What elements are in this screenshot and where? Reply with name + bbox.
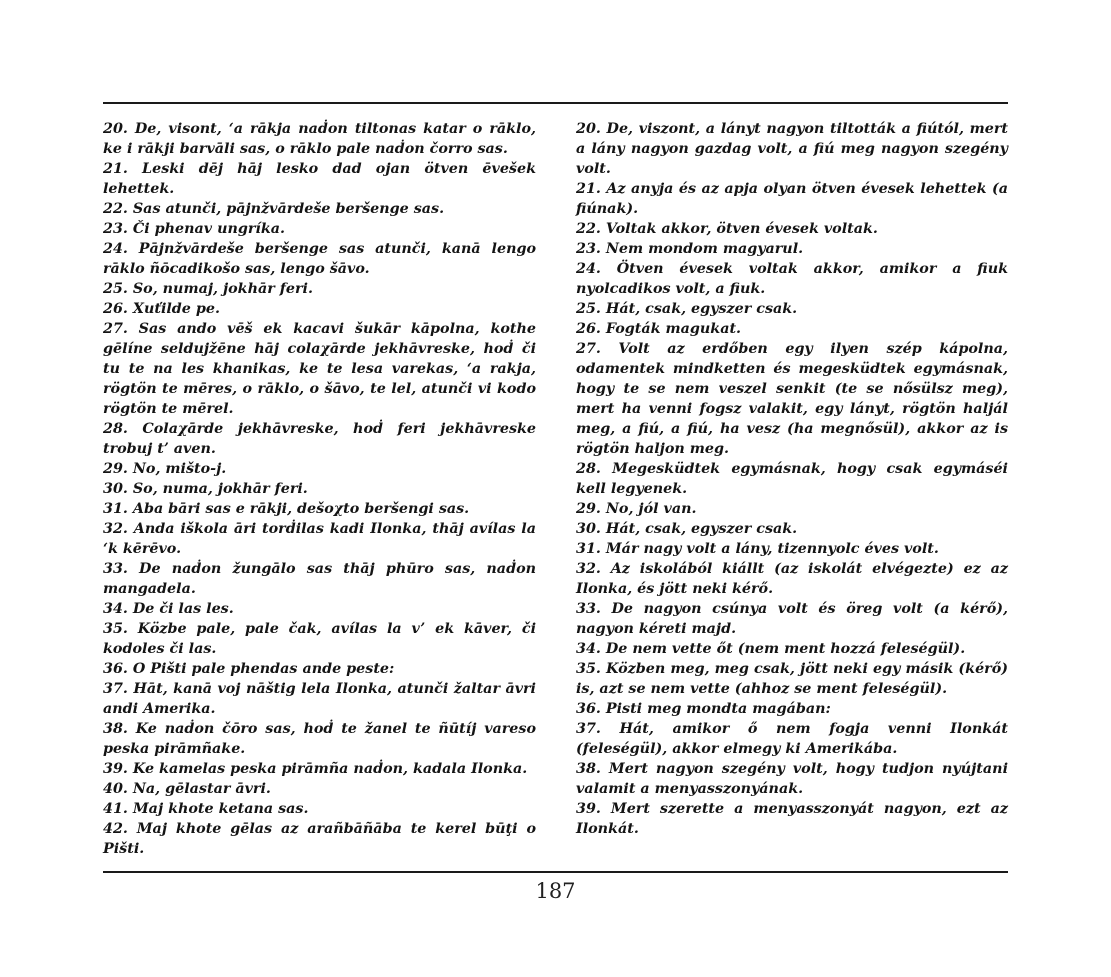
paragraph: 28. Colaχārde jekhāvreske, hoḋ feri jekhāvreske trobuj t’ aven. bbox=[103, 421, 536, 457]
page-number: 187 bbox=[535, 879, 576, 903]
paragraph: 26. Fogták magukat. bbox=[576, 321, 742, 337]
paragraph: 39. Mert szerette a menyasszonyát nagyon, ezt az Ilonkát. bbox=[576, 801, 1008, 837]
paragraph: 35. Közbe pale, pale čak, avílas la v’ ek kāver, či kodoles či las. bbox=[103, 621, 536, 657]
paragraph: 33. De naḋon žungālo sas thāj phūro sas, naḋon mangadela. bbox=[103, 561, 536, 597]
paragraph: 32. Az iskolából kiállt (az iskolát elvégezte) ez az Ilonka, és jött neki kérő. bbox=[576, 561, 1008, 597]
paragraph: 31. Már nagy volt a lány, tizennyolc éves volt. bbox=[576, 541, 939, 557]
paragraph: 26. Xuťilde pe. bbox=[103, 301, 220, 317]
paragraph: 36. Pisti meg mondta magában: bbox=[576, 701, 831, 717]
paragraph: 20. De, viszont, a lányt nagyon tiltották a fiútól, mert a lány nagyon gazdag volt, a fiú meg nagyon szegény volt. bbox=[576, 121, 1008, 177]
paragraph: 37. Hát, amikor ő nem fogja venni Ilonkát (feleségül), akkor elmegy ki Amerikába. bbox=[576, 721, 1008, 757]
paragraph: 32. Anda iškola āri torḋilas kadi Ilonka, thāj avílas la ‘k kērēvo. bbox=[103, 521, 536, 557]
hungarian-translation-column bbox=[576, 119, 1008, 839]
paragraph: 21. Leski dēj hāj lesko dad ojan ötven ēvešek lehettek. bbox=[103, 161, 536, 197]
paragraph: 22. Voltak akkor, ötven évesek voltak. bbox=[576, 221, 878, 237]
paragraph: 25. So, numaj, jokhār feri. bbox=[103, 281, 313, 297]
top-rule bbox=[103, 102, 1008, 104]
paragraph: 38. Mert nagyon szegény volt, hogy tudjon nyújtani valamit a menyasszonyának. bbox=[576, 761, 1008, 797]
paragraph: 25. Hát, csak, egyszer csak. bbox=[576, 301, 798, 317]
paragraph: 30. So, numa, jokhār feri. bbox=[103, 481, 308, 497]
paragraph: 28. Megesküdtek egymásnak, hogy csak egymáséi kell legyenek. bbox=[576, 461, 1008, 497]
paragraph: 31. Aba bāri sas e rākji, dešoχto beršengi sas. bbox=[103, 501, 470, 517]
paragraph: 35. Közben meg, meg csak, jött neki egy másik (kérő) is, azt se nem vette (ahhoz se ment feleségül). bbox=[576, 661, 1008, 697]
bottom-rule bbox=[103, 871, 1008, 873]
paragraph: 37. Hāt, kanā voj nāštig lela Ilonka, atunči žaltar āvri andi Amerika. bbox=[103, 681, 536, 717]
paragraph: 41. Maj khote ketana sas. bbox=[103, 801, 309, 817]
paragraph: 24. Pājnžvārdeše beršenge sas atunči, kanā lengo rāklo ñōcadikošo sas, lengo šāvo. bbox=[103, 241, 536, 277]
paragraph: 27. Sas ando vēš ek kacavi šukār kāpolna, kothe gēlíne seldujžēne hāj colaχārde jekhāvreske, hoḋ či tu te na les khanikas, ke te lesa varekas, ‘a rakja, rögtön te mēres, o rāklo, o šāvo, te lel, atunči vi kodo rögtön te mērel. bbox=[103, 321, 536, 417]
paragraph: 36. O Pišti pale phendas ande peste: bbox=[103, 661, 395, 677]
paragraph: 22. Sas atunči, pājnžvārdeše beršenge sas. bbox=[103, 201, 445, 217]
paragraph: 33. De nagyon csúnya volt és öreg volt (a kérő), nagyon kéreti majd. bbox=[576, 601, 1008, 637]
paragraph: 40. Na, gēlastar āvri. bbox=[103, 781, 271, 797]
paragraph: 29. No, mišto-j. bbox=[103, 461, 227, 477]
paragraph: 27. Volt az erdőben egy ilyen szép kápolna, odamentek mindketten és megesküdtek egymásnak, hogy te se nem veszel senkit (te se nősülsz meg), mert ha venni fogsz valakit, egy lányt, rögtön haljál meg, a fiú, a fiú, ha vesz (ha megnősül), akkor az is rögtön haljon meg. bbox=[576, 341, 1008, 457]
paragraph: 24. Ötven évesek voltak akkor, amikor a fiuk nyolcadikos volt, a fiuk. bbox=[576, 261, 1008, 297]
paragraph: 34. De nem vette őt (nem ment hozzá feleségül). bbox=[576, 641, 966, 657]
romani-text-column bbox=[103, 119, 536, 859]
paragraph: 29. No, jól van. bbox=[576, 501, 697, 517]
paragraph: 30. Hát, csak, egyszer csak. bbox=[576, 521, 798, 537]
paragraph: 38. Ke naḋon čōro sas, hoḋ te žanel te ñūtíj vareso peska pirāmñake. bbox=[103, 721, 536, 757]
paragraph: 20. De, visont, ‘a rākja naḋon tiltonas katar o rāklo, ke i rākji barvāli sas, o rāklo pale naḋon čorro sas. bbox=[103, 121, 536, 157]
paragraph: 21. Az anyja és az apja olyan ötven évesek lehettek (a fiúnak). bbox=[576, 181, 1008, 217]
paragraph: 23. Či phenav ungríka. bbox=[103, 221, 285, 237]
paragraph: 23. Nem mondom magyarul. bbox=[576, 241, 804, 257]
paragraph: 42. Maj khote gēlas az arañbāñāba te kerel būţi o Pišti. bbox=[103, 821, 536, 857]
paragraph: 34. De či las les. bbox=[103, 601, 234, 617]
paragraph: 39. Ke kamelas peska pirāmña naḋon, kadala Ilonka. bbox=[103, 761, 528, 777]
